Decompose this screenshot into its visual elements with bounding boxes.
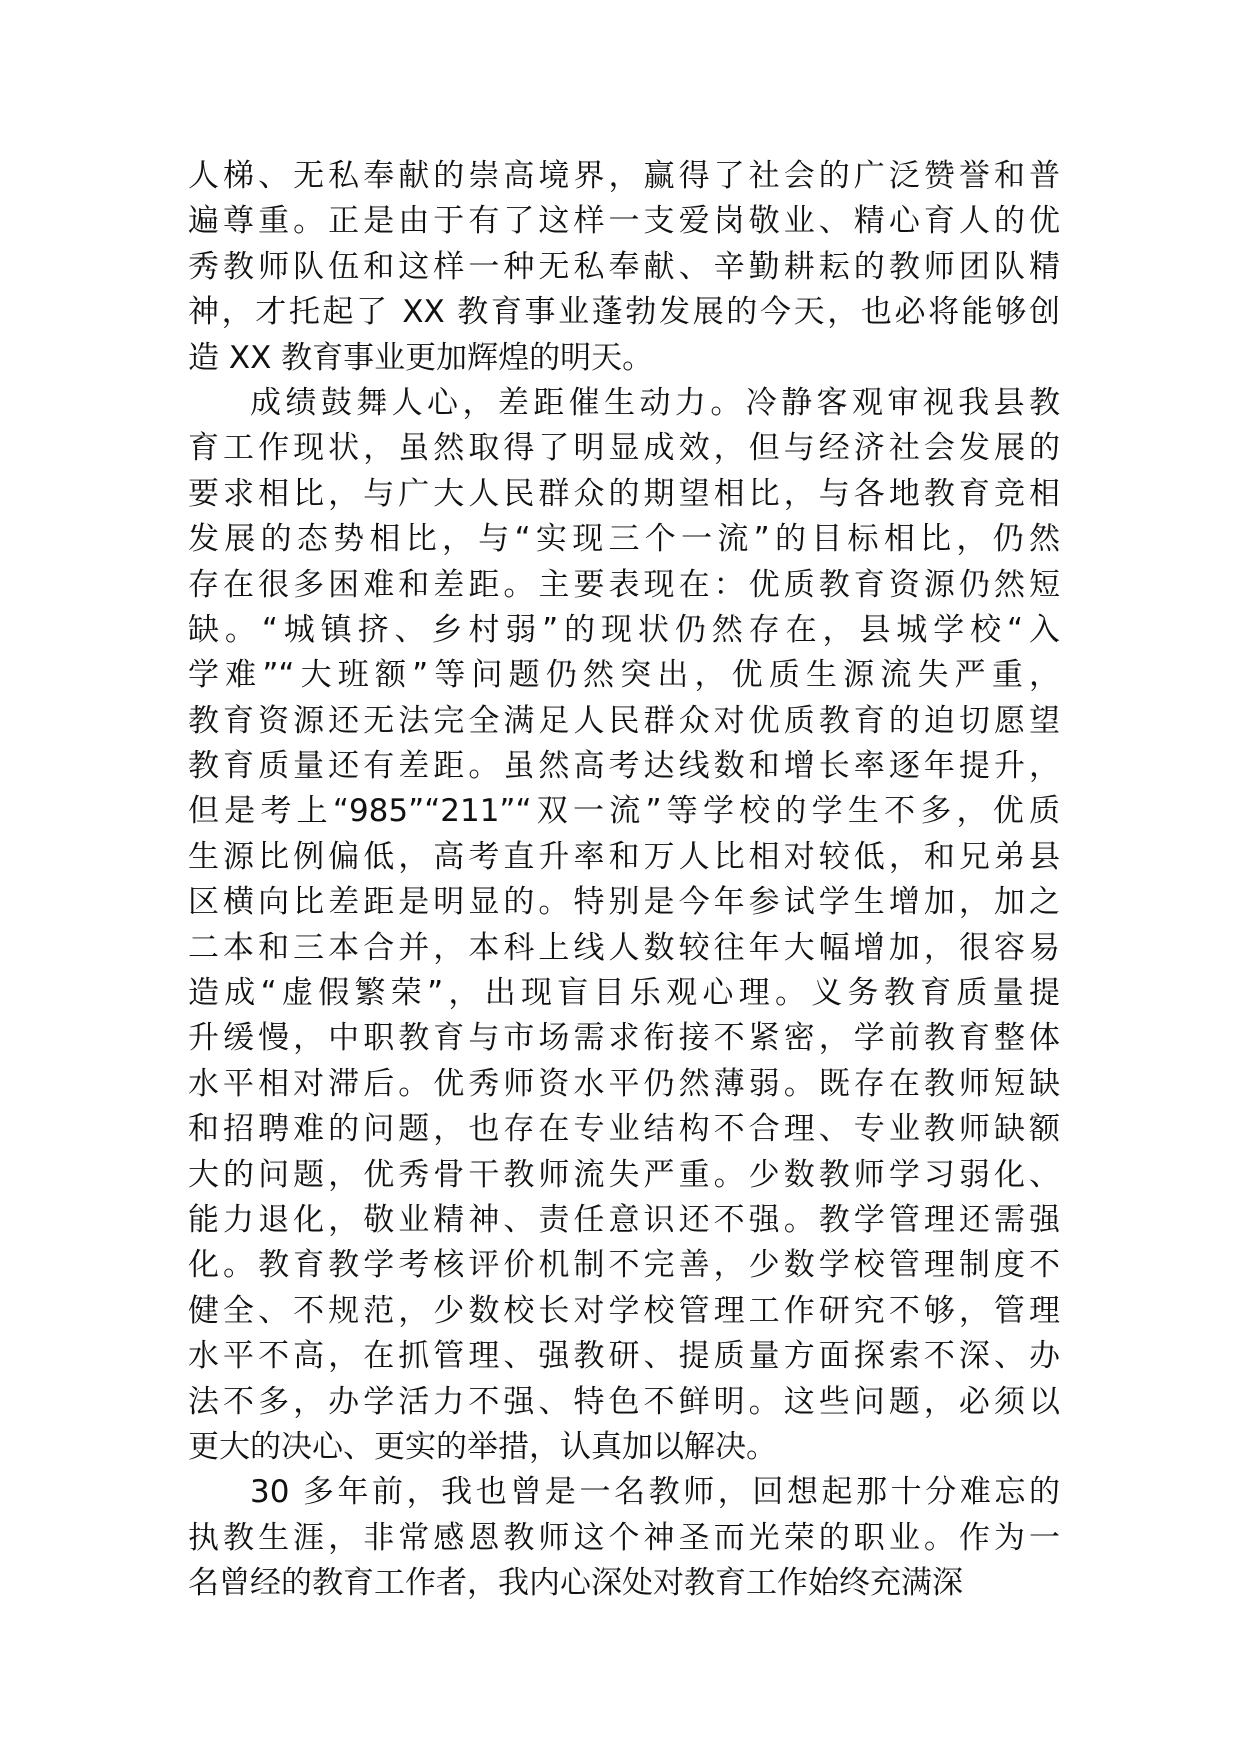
text-line: 教育质量还有差距。虽然高考达线数和增长率逐年提升， — [188, 748, 1060, 785]
text-line: 水平不高，在抓管理、强教研、提质量方面探索不深、办 — [188, 1338, 1060, 1375]
text-line: 遍尊重。正是由于有了这样一支爱岗敬业、精心育人的优 — [188, 203, 1060, 240]
paragraph — [188, 154, 1060, 381]
text-line: 造成“虚假繁荣”，出现盲目乐观心理。义务教育质量提 — [188, 975, 1060, 1012]
text-line: 30 多年前，我也曾是一名教师，回想起那十分难忘的 — [250, 1474, 1060, 1511]
text-line: 教育资源还无法完全满足人民群众对优质教育的迫切愿望 — [188, 702, 1060, 739]
text-line: 育工作现状，虽然取得了明显成效，但与经济社会发展的 — [188, 430, 1060, 467]
text-line: 生源比例偏低，高考直升率和万人比相对较低，和兄弟县 — [188, 838, 1060, 875]
text-line: 执教生涯，非常感恩教师这个神圣而光荣的职业。作为一 — [188, 1519, 1060, 1556]
text-line: 大的问题，优秀骨干教师流失严重。少数教师学习弱化、 — [188, 1156, 1060, 1193]
text-line: 区横向比差距是明显的。特别是今年参试学生增加，加之 — [188, 884, 1060, 921]
paragraph — [188, 381, 1060, 1470]
text-line: 升缓慢，中职教育与市场需求衔接不紧密，学前教育整体 — [188, 1020, 1060, 1057]
text-line: 化。教育教学考核评价机制不完善，少数学校管理制度不 — [188, 1247, 1060, 1284]
text-line: 健全、不规范，少数校长对学校管理工作研究不够，管理 — [188, 1292, 1060, 1329]
text-line: 人梯、无私奉献的崇高境界，赢得了社会的广泛赞誉和普 — [188, 158, 1060, 194]
text-line: 缺。“城镇挤、乡村弱”的现状仍然存在，县城学校“入 — [188, 611, 1060, 648]
text-line: 学难”“大班额”等问题仍然突出，优质生源流失严重， — [188, 657, 1060, 694]
text-line: 神，才托起了 XX 教育事业蓬勃发展的今天，也必将能够创 — [188, 294, 1060, 331]
document-body — [188, 154, 1060, 1607]
text-line: 更大的决心、更实的举措，认真加以解决。 — [188, 1428, 777, 1465]
text-line: 法不多，办学活力不强、特色不鲜明。这些问题，必须以 — [188, 1383, 1060, 1420]
text-line: 能力退化，敬业精神、责任意识还不强。教学管理还需强 — [188, 1201, 1060, 1238]
text-line: 发展的态势相比，与“实现三个一流”的目标相比，仍然 — [188, 521, 1060, 558]
paragraph — [188, 1470, 1060, 1606]
text-line: 存在很多困难和差距。主要表现在：优质教育资源仍然短 — [188, 566, 1060, 603]
text-line: 名曾经的教育工作者，我内心深处对教育工作始终充满深 — [188, 1565, 963, 1602]
text-line: 成绩鼓舞人心，差距催生动力。冷静客观审视我县教 — [250, 384, 1060, 421]
text-line: 要求相比，与广大人民群众的期望相比，与各地教育竞相 — [188, 475, 1060, 512]
text-line: 但是考上“985”“211”“双一流”等学校的学生不多，优质 — [188, 793, 1060, 830]
text-line: 造 XX 教育事业更加辉煌的明天。 — [188, 339, 654, 376]
text-line: 和招聘难的问题，也存在专业结构不合理、专业教师缺额 — [188, 1111, 1060, 1148]
text-line: 二本和三本合并，本科上线人数较往年大幅增加，很容易 — [188, 929, 1060, 966]
text-line: 秀教师队伍和这样一种无私奉献、辛勤耕耘的教师团队精 — [188, 248, 1060, 285]
text-line: 水平相对滞后。优秀师资水平仍然薄弱。既存在教师短缺 — [188, 1065, 1060, 1102]
